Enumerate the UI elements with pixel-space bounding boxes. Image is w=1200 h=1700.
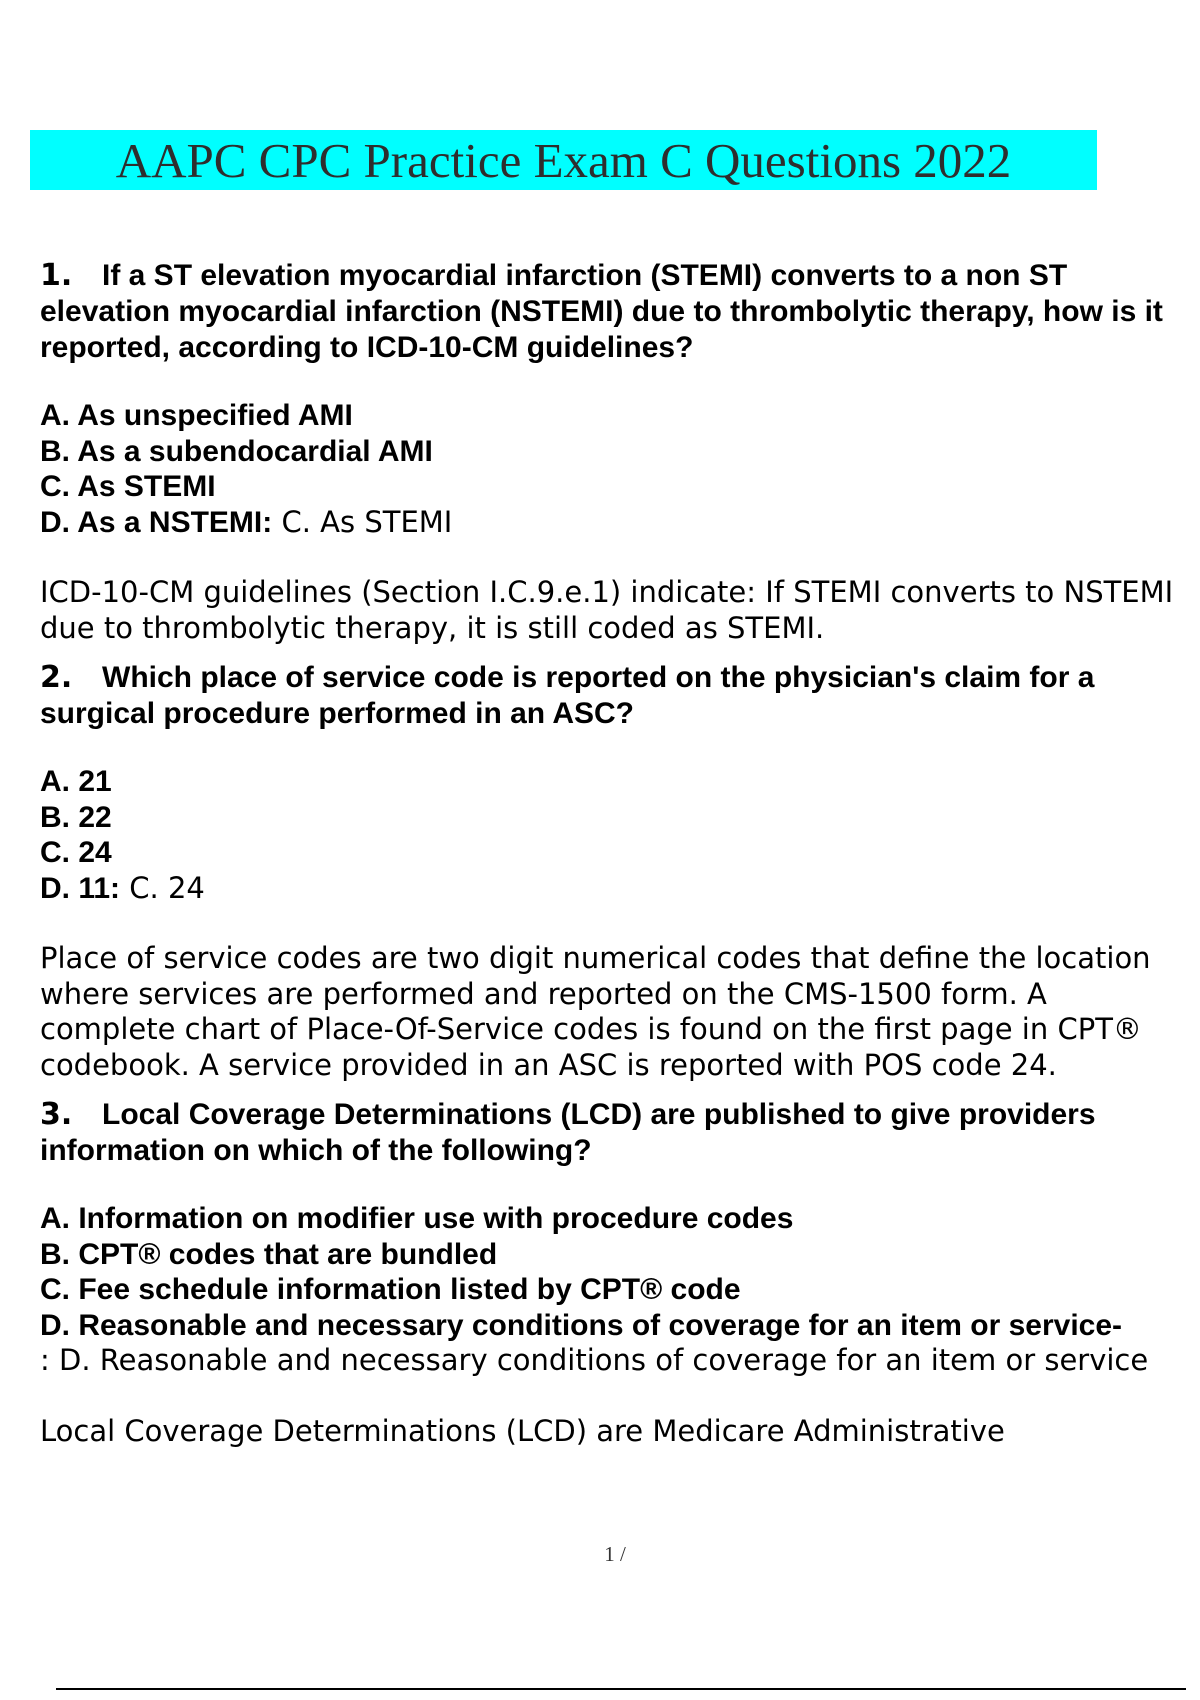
question-3-number: 3. bbox=[40, 1097, 73, 1132]
question-3 bbox=[40, 1097, 1190, 1449]
question-3-option-b: B. CPT® codes that are bundled bbox=[40, 1237, 498, 1271]
document-title: AAPC CPC Practice Exam C Questions 2022 bbox=[30, 130, 1097, 190]
question-1-explanation: ICD-10-CM guidelines (Section I.C.9.e.1) indicate: If STEMI converts to NSTEMI due to thrombolytic therapy, it is still coded as STEMI. bbox=[40, 575, 1174, 645]
question-2-answer: C. 24 bbox=[120, 870, 205, 905]
question-1-number: 1. bbox=[40, 258, 73, 293]
question-2-stem bbox=[40, 660, 1190, 732]
question-1-option-d bbox=[40, 505, 1190, 541]
question-2-options bbox=[40, 764, 1190, 906]
question-3-options bbox=[40, 1201, 1190, 1379]
page-number: 1 / bbox=[604, 1542, 626, 1566]
question-2-option-c: C. 24 bbox=[40, 836, 112, 869]
question-1-answer: C. As STEMI bbox=[272, 504, 453, 539]
question-3-answer: : D. Reasonable and necessary conditions of coverage for an item or service bbox=[40, 1343, 1149, 1377]
question-1 bbox=[40, 258, 1190, 646]
question-3-explanation: Local Coverage Determinations (LCD) are Medicare Administrative bbox=[40, 1413, 1005, 1448]
question-2-number: 2. bbox=[40, 660, 73, 695]
question-1-option-a: A. As unspecified AMI bbox=[40, 399, 353, 432]
question-1-options bbox=[40, 398, 1190, 540]
question-1-option-c: C. As STEMI bbox=[40, 470, 216, 503]
question-3-stem bbox=[40, 1097, 1190, 1169]
question-2-option-d bbox=[40, 871, 1190, 907]
question-3-option-d: D. Reasonable and necessary conditions of coverage for an item or service- bbox=[40, 1308, 1123, 1342]
question-1-text: If a ST elevation myocardial infarction (STEMI) converts to a non ST elevation myocardial infarction (NSTEMI) due to thrombolytic therapy, how is it reported, according to ICD-10-CM guidelines? bbox=[40, 259, 1163, 364]
question-2-option-a: A. 21 bbox=[40, 765, 112, 798]
question-2-option-b: B. 22 bbox=[40, 800, 112, 834]
question-1-option-d-label: D. As a NSTEMI: bbox=[40, 505, 273, 539]
question-2-explanation: Place of service codes are two digit numerical codes that define the location where services are performed and reported on the CMS-1500 form. A complete chart of Place-Of-Service codes is found on the first page in CPT® codebook. A service provided in an ASC is reported with POS code 24. bbox=[40, 941, 1151, 1082]
question-3-text: Local Coverage Determinations (LCD) are published to give providers information on which of the following? bbox=[40, 1098, 1096, 1167]
footer-divider bbox=[56, 1688, 1186, 1690]
question-3-option-a: A. Information on modifier use with procedure codes bbox=[40, 1202, 794, 1235]
question-1-option-b: B. As a subendocardial AMI bbox=[40, 434, 433, 468]
question-3-option-c: C. Fee schedule information listed by CPT® code bbox=[40, 1273, 741, 1306]
question-2-text: Which place of service code is reported on the physician's claim for a surgical procedure performed in an ASC? bbox=[40, 661, 1095, 730]
question-2 bbox=[40, 660, 1190, 1083]
question-2-option-d-label: D. 11: bbox=[40, 871, 121, 905]
document-body bbox=[40, 258, 1190, 1449]
question-1-stem bbox=[40, 258, 1190, 366]
